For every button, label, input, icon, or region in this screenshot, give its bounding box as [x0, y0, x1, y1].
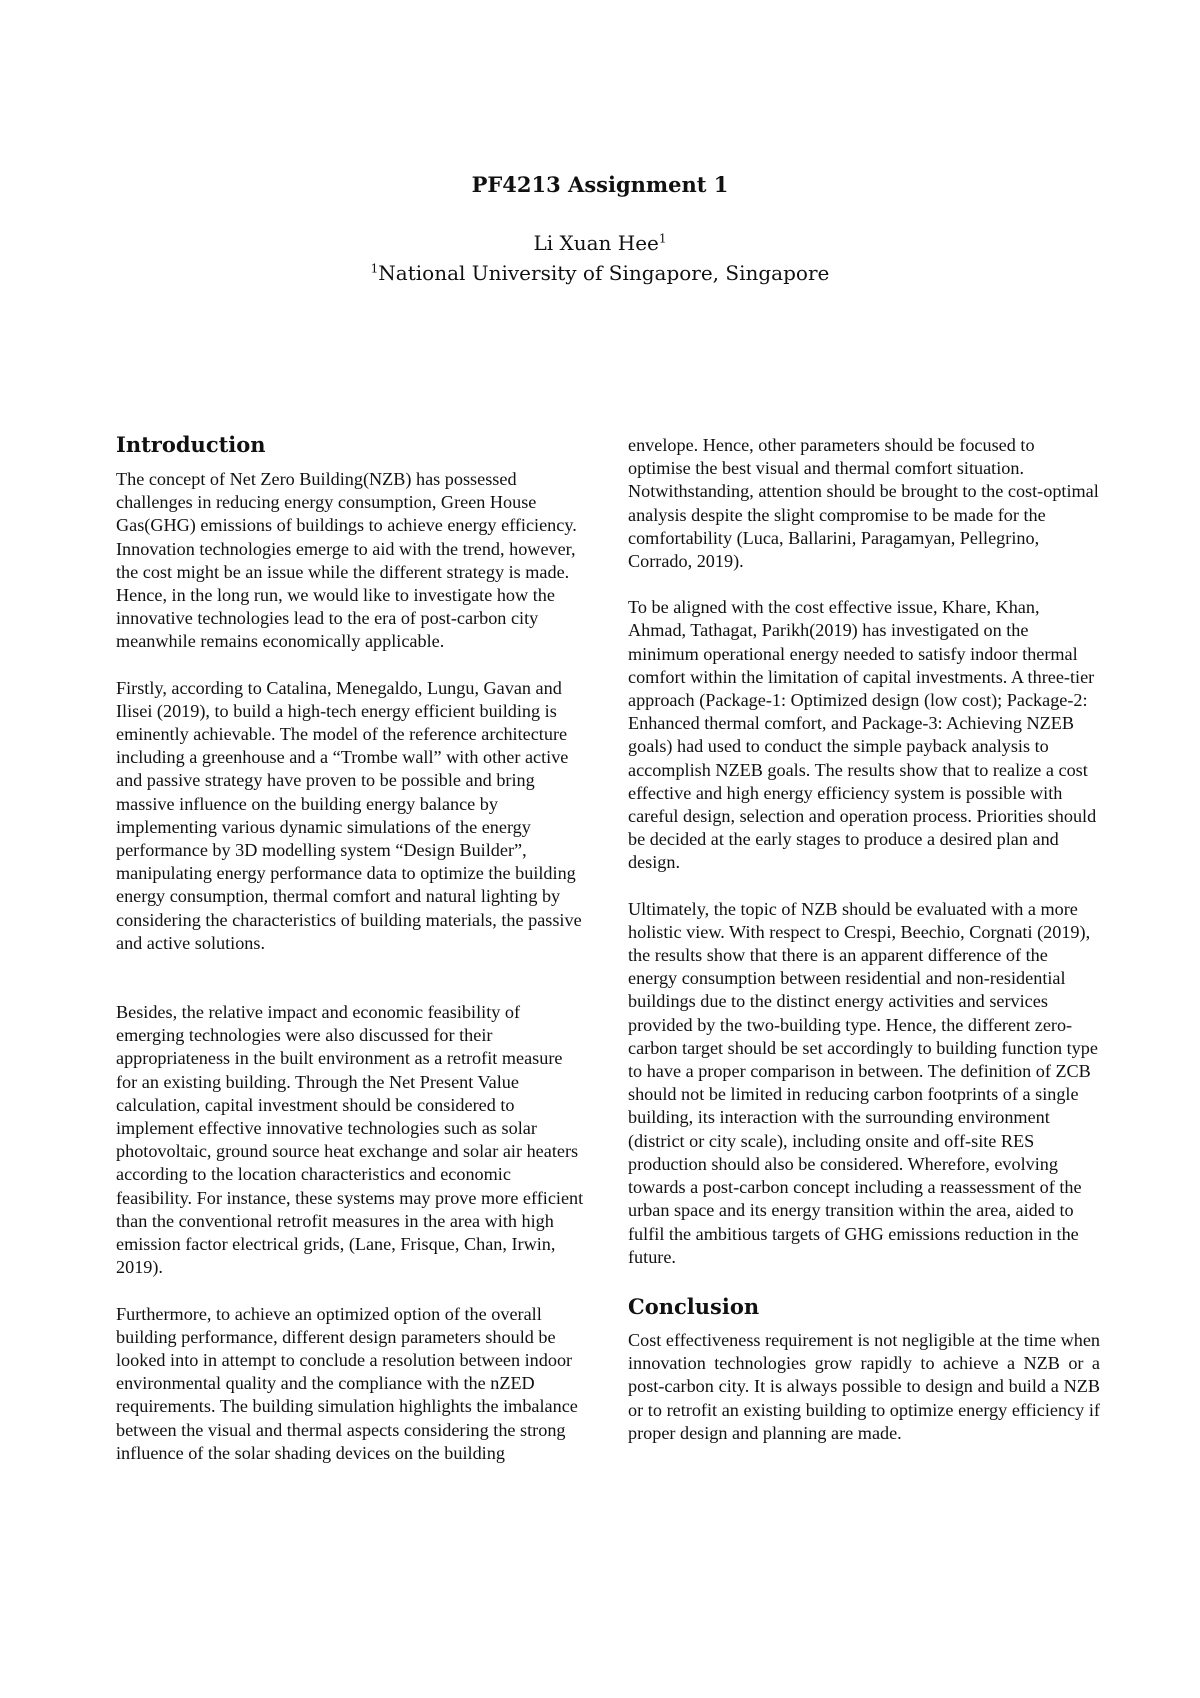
- body-paragraph-holistic: Ultimately, the topic of NZB should be evaluated with a more holistic view. With respect to Crespi, Beechio, Corgnati (2019), the results show that there is an apparent difference of the energy consumption between residential and non-residential buildings due to the distinct energy activities and services provided by the two-building type. Hence, the different zero-carbon target should be set accordingly to building function type to have a proper comparison in between. The definition of ZCB should not be limited in reducing carbon footprints of a single building, its interaction with the surrounding environment (district or city scale), including onsite and off-site RES production should also be considered. Wherefore, evolving towards a post-carbon concept including a reassessment of the urban space and its energy transition within the area, aided to fulfil the ambitious targets of GHG emissions reduction in the future.: [628, 898, 1098, 1267]
- left-column: [116, 468, 588, 1465]
- intro-paragraph-1: The concept of Net Zero Building(NZB) has possessed challenges in reducing energy consumption, Green House Gas(GHG) emissions of buildings to achieve energy efficiency. Innovation technologies emerge to aid with the trend, however, the cost might be an issue while the different strategy is made. Hence, in the long run, we would like to investigate how the innovative technologies lead to the era of post-carbon city meanwhile remains economically applicable.: [116, 469, 577, 652]
- paper-title: PF4213 Assignment 1: [471, 172, 729, 197]
- intro-paragraph-2: Firstly, according to Catalina, Menegaldo, Lungu, Gavan and Ilisei (2019), to build a high-tech energy efficient building is eminently achievable. The model of the reference architecture including a greenhouse and a “Trombe wall” with other active and passive strategy have proven to be possible and bring massive influence on the building energy balance by implementing various dynamic simulations of the energy performance by 3D modelling system “Design Builder”, manipulating energy performance data to optimize the building energy consumption, thermal comfort and natural lighting by considering the characteristics of building materials, the passive and active solutions.: [116, 677, 582, 953]
- affiliation-text: National University of Singapore, Singapore: [378, 261, 830, 285]
- author-name: Li Xuan Hee: [533, 231, 659, 255]
- body-paragraph-continued: envelope. Hence, other parameters should be focused to optimise the best visual and thermal comfort situation. Notwithstanding, attention should be brought to the cost-optimal analysis despite the slight compromise to be made for the comfortability (Luca, Ballarini, Paragamyan, Pellegrino, Corrado, 2019).: [628, 435, 1099, 572]
- author-line: [0, 228, 1200, 258]
- conclusion-paragraph: Cost effectiveness requirement is not negligible at the time when innovation technologies grow rapidly to achieve a NZB or a post-carbon city. It is always possible to design and build a NZB or to retrofit an existing building to optimize energy efficiency if proper design and planning are made.: [628, 1329, 1100, 1443]
- intro-paragraph-3: Besides, the relative impact and economic feasibility of emerging technologies were also discussed for their appropriateness in the built environment as a retrofit measure for an existing building. Through the Net Present Value calculation, capital investment should be considered to implement effective innovative technologies such as solar photovoltaic, ground source heat exchange and solar air heaters according to the location characteristics and economic feasibility. For instance, these systems may prove more efficient than the conventional retrofit measures in the area with high emission factor electrical grids, (Lane, Frisque, Chan, Irwin, 2019).: [116, 1002, 584, 1278]
- author-superscript: 1: [658, 231, 667, 246]
- right-column: [628, 434, 1100, 1445]
- introduction-heading: Introduction: [116, 432, 266, 457]
- body-paragraph-cost: To be aligned with the cost effective issue, Khare, Khan, Ahmad, Tathagat, Parikh(2019) has investigated on the minimum operational energy needed to satisfy indoor thermal comfort within the limitation of capital investments. A three-tier approach (Package-1: Optimized design (low cost); Package-2: Enhanced thermal comfort, and Package-3: Achieving NZEB goals) had used to conduct the simple payback analysis to accomplish NZEB goals. The results show that to realize a cost effective and high energy efficiency system is possible with careful design, selection and operation process. Priorities should be decided at the early stages to produce a desired plan and design.: [628, 597, 1097, 873]
- affiliation-superscript: 1: [370, 261, 379, 276]
- intro-paragraph-4: Furthermore, to achieve an optimized option of the overall building performance, different design parameters should be looked into in attempt to conclude a resolution between indoor environmental quality and the compliance with the nZED requirements. The building simulation highlights the imbalance between the visual and thermal aspects considering the strong influence of the solar shading devices on the building: [116, 1303, 578, 1463]
- affiliation-line: [0, 258, 1200, 288]
- conclusion-heading: Conclusion: [628, 1293, 760, 1319]
